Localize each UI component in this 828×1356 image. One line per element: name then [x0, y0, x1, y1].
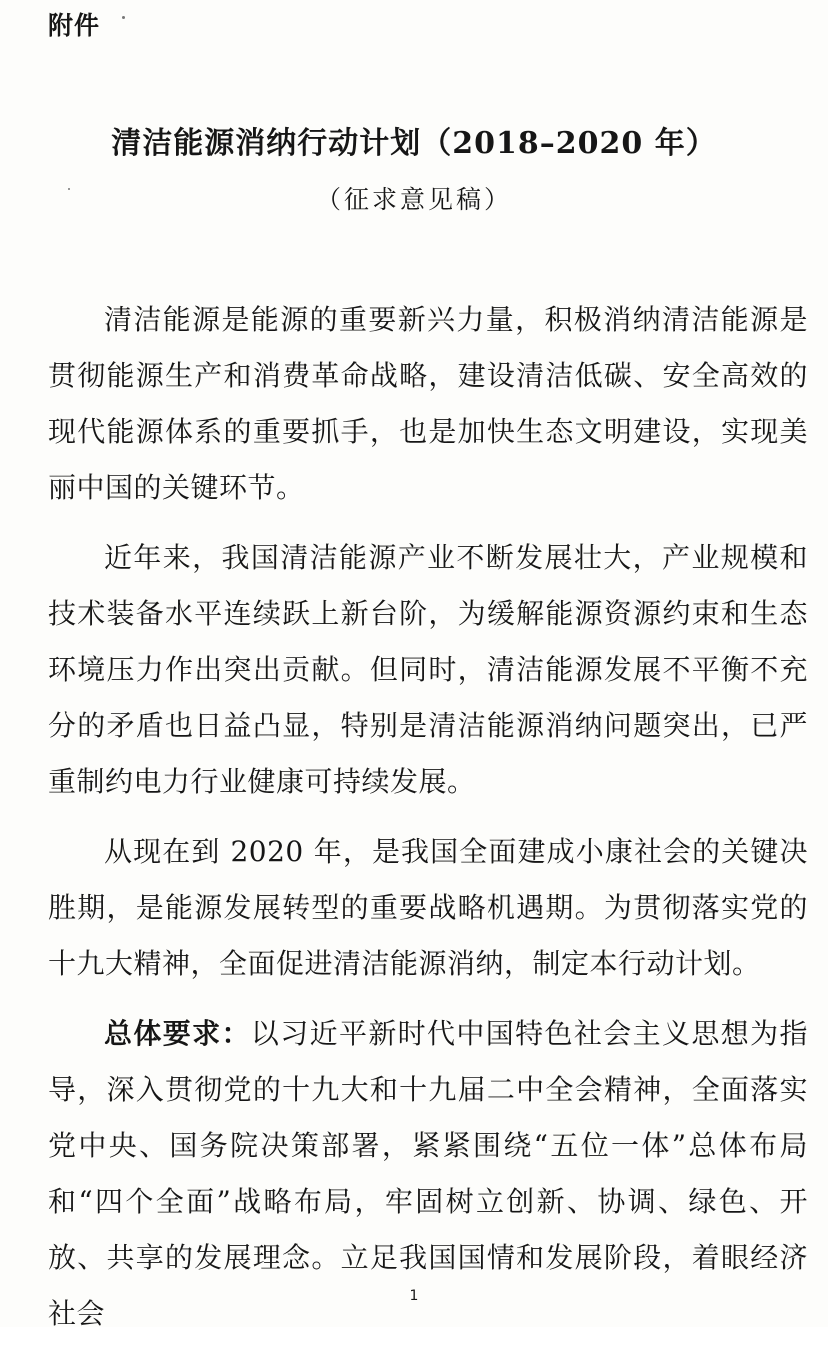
paragraph-text: 以习近平新时代中国特色社会主义思想为指导，深入贯彻党的十九大和十九届二中全会精神，全面落实党中央、国务院决策部署，紧紧围绕“五位一体”总体布局和“四个全面”战略布局，牢固树立创新、协调、绿色、开放、共享的发展理念。立足我国国情和发展阶段，着眼经济社会	[48, 1017, 808, 1330]
paragraph-text: 近年来，我国清洁能源产业不断发展壮大，产业规模和技术装备水平连续跃上新台阶，为缓解能源资源约束和生态环境压力作出突出贡献。但同时，清洁能源发展不平衡不充分的矛盾也日益凸显，特别是清洁能源消纳问题突出，已严重制约电力行业健康可持续发展。	[48, 541, 808, 798]
document-body	[48, 292, 808, 1356]
paragraph-purpose	[48, 824, 808, 992]
scan-speck	[122, 16, 125, 19]
paragraph-text: 清洁能源是能源的重要新兴力量，积极消纳清洁能源是贯彻能源生产和消费革命战略，建设清洁低碳、安全高效的现代能源体系的重要抓手，也是加快生态文明建设，实现美丽中国的关键环节。	[48, 303, 808, 504]
page-number: 1	[409, 1288, 419, 1304]
attachment-label: 附件	[48, 11, 101, 40]
paragraph-intro	[48, 292, 808, 516]
document-title: 清洁能源消纳行动计划（2018–2020 年）	[111, 126, 717, 161]
document-subtitle: （征求意见稿）	[315, 185, 512, 214]
paragraph-lead-heading: 总体要求：	[104, 1017, 251, 1050]
paragraph-background	[48, 530, 808, 810]
paragraph-text: 从现在到 2020 年，是我国全面建成小康社会的关键决胜期，是能源发展转型的重要战略机遇期。为贯彻落实党的十九大精神，全面促进清洁能源消纳，制定本行动计划。	[48, 835, 808, 980]
